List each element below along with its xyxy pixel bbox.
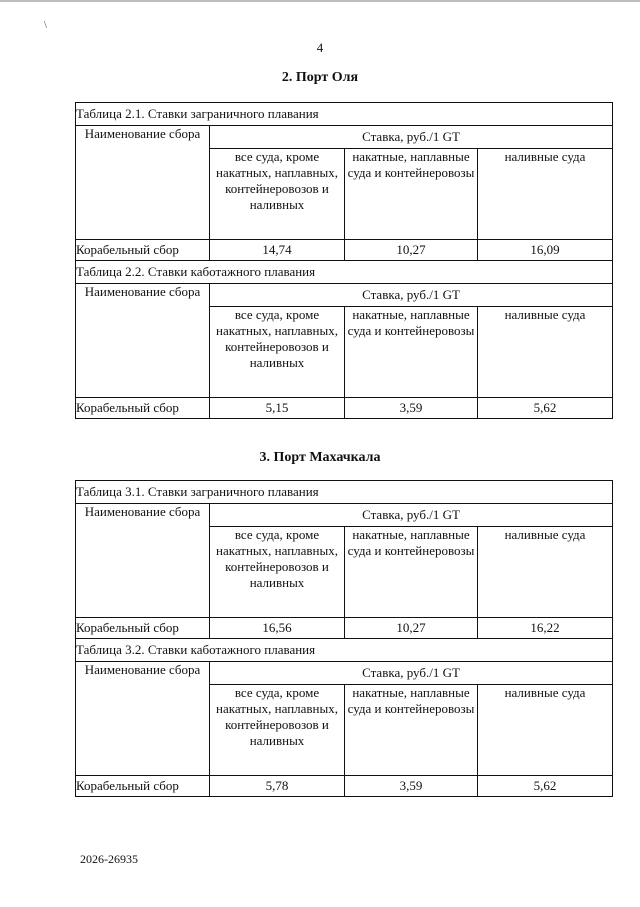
table-caption: Таблица 3.2. Ставки каботажного плавания (76, 639, 613, 662)
rates-table (75, 480, 613, 797)
subheader-roro-containers: накатные, наплавные суда и контейнеровозы (345, 527, 478, 618)
rate-value: 5,78 (210, 776, 345, 797)
table-row (76, 240, 613, 261)
rate-value: 16,22 (478, 618, 613, 639)
page-number: 4 (316, 40, 324, 55)
name-column-header: Наименование сбора (76, 504, 210, 618)
row-label: Корабельный сбор (76, 398, 210, 419)
subheader-roro-containers: накатные, наплавные суда и контейнеровозы (345, 307, 478, 398)
table-caption: Таблица 2.2. Ставки каботажного плавания (76, 261, 613, 284)
rate-value: 3,59 (345, 776, 478, 797)
rate-column-header: Ставка, руб./1 GT (210, 126, 613, 149)
subheader-tankers: наливные суда (478, 307, 613, 398)
table-caption: Таблица 3.1. Ставки заграничного плавания (76, 481, 613, 504)
rate-value: 16,09 (478, 240, 613, 261)
rate-value: 5,15 (210, 398, 345, 419)
rate-column-header: Ставка, руб./1 GT (210, 284, 613, 307)
rate-value: 16,56 (210, 618, 345, 639)
subheader-tankers: наливные суда (478, 685, 613, 776)
row-label: Корабельный сбор (76, 240, 210, 261)
document-code: 2026-26935 (80, 852, 138, 866)
name-column-header: Наименование сбора (76, 284, 210, 398)
subheader-roro-containers: накатные, наплавные суда и контейнеровозы (345, 149, 478, 240)
rates-table (75, 102, 613, 419)
rate-value: 10,27 (345, 240, 478, 261)
name-column-header: Наименование сбора (76, 662, 210, 776)
rate-value: 3,59 (345, 398, 478, 419)
table-row (76, 776, 613, 797)
table-row (76, 618, 613, 639)
rate-value: 5,62 (478, 776, 613, 797)
subheader-all-vessels: все суда, кроме накатных, наплавных, контейнеровозов и наливных (210, 685, 345, 776)
rate-value: 10,27 (345, 618, 478, 639)
rate-value: 14,74 (210, 240, 345, 261)
scan-tick-mark: \ (44, 20, 47, 31)
subheader-tankers: наливные суда (478, 527, 613, 618)
table-row (76, 398, 613, 419)
rate-column-header: Ставка, руб./1 GT (210, 662, 613, 685)
rate-value: 5,62 (478, 398, 613, 419)
row-label: Корабельный сбор (76, 776, 210, 797)
subheader-all-vessels: все суда, кроме накатных, наплавных, контейнеровозов и наливных (210, 149, 345, 240)
subheader-tankers: наливные суда (478, 149, 613, 240)
table-caption: Таблица 2.1. Ставки заграничного плавания (76, 103, 613, 126)
subheader-all-vessels: все суда, кроме накатных, наплавных, контейнеровозов и наливных (210, 527, 345, 618)
section-title: 2. Порт Оля (281, 70, 359, 85)
name-column-header: Наименование сбора (76, 126, 210, 240)
section-title: 3. Порт Махачкала (259, 450, 381, 465)
scan-edge-line (0, 0, 640, 2)
rate-column-header: Ставка, руб./1 GT (210, 504, 613, 527)
subheader-all-vessels: все суда, кроме накатных, наплавных, контейнеровозов и наливных (210, 307, 345, 398)
row-label: Корабельный сбор (76, 618, 210, 639)
subheader-roro-containers: накатные, наплавные суда и контейнеровозы (345, 685, 478, 776)
